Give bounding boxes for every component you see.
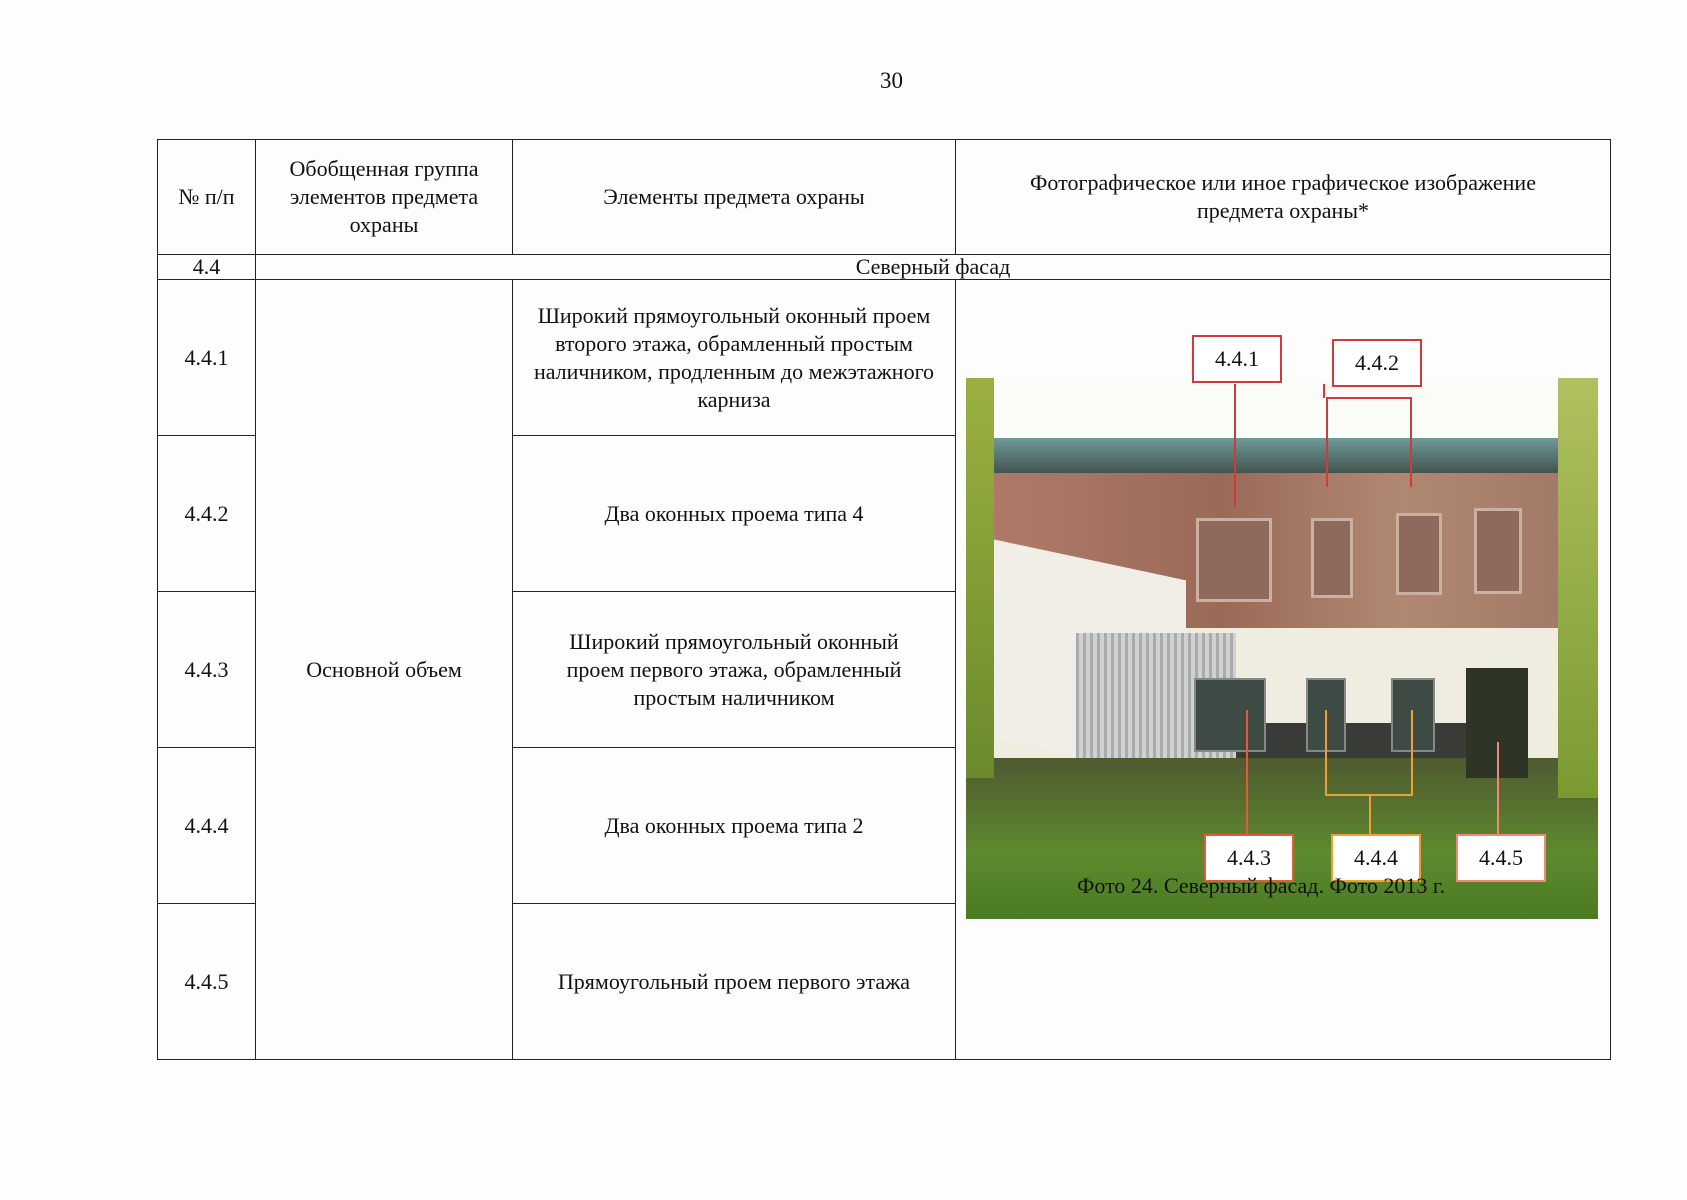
row-element: Широкий прямоугольный оконный проем второго этажа, обрамленный простым наличником, продленным до межэтажного карниза (513, 280, 956, 436)
photo-label-4-4-4: 4.4.4 (1331, 834, 1421, 882)
tree-left (966, 378, 994, 778)
photo-label-4-4-3: 4.4.3 (1204, 834, 1294, 882)
photo-caption: Фото 24. Северный фасад. Фото 2013 г. (1077, 873, 1445, 898)
callout-line (1323, 384, 1325, 398)
row-num: 4.4.5 (158, 904, 256, 1060)
window (1396, 513, 1442, 595)
page-number: 30 (880, 68, 903, 93)
tree-right (1558, 378, 1598, 798)
callout-line (1326, 397, 1328, 487)
row-num: 4.4.2 (158, 436, 256, 592)
window (1391, 678, 1435, 752)
row-num: 4.4.4 (158, 748, 256, 904)
callout-line (1326, 397, 1410, 399)
header-row (158, 140, 1611, 255)
callout-line (1234, 384, 1236, 507)
row-num: 4.4.3 (158, 592, 256, 748)
header-image: Фотографическое или иное графическое изображение предмета охраны* (956, 140, 1611, 255)
window (1196, 518, 1272, 602)
roof (976, 438, 1586, 478)
callout-line (1246, 710, 1248, 835)
row-element: Два оконных проема типа 4 (513, 436, 956, 592)
section-row (158, 255, 1611, 280)
window (1311, 518, 1353, 598)
callout-line (1325, 710, 1327, 795)
photo-label-4-4-5: 4.4.5 (1456, 834, 1546, 882)
section-title: Северный фасад (256, 255, 1611, 280)
window (1194, 678, 1266, 752)
window (1474, 508, 1522, 594)
header-group: Обобщенная группа элементов предмета охраны (256, 140, 513, 255)
photo-label-4-4-1: 4.4.1 (1192, 335, 1282, 383)
row-num: 4.4.1 (158, 280, 256, 436)
row-element: Широкий прямоугольный оконный проем первого этажа, обрамленный простым наличником (513, 592, 956, 748)
photo-label-4-4-2: 4.4.2 (1332, 339, 1422, 387)
section-num: 4.4 (158, 255, 256, 280)
header-elements: Элементы предмета охраны (513, 140, 956, 255)
callout-line (1410, 397, 1412, 487)
callout-line (1497, 742, 1499, 835)
header-num: № п/п (158, 140, 256, 255)
row-element: Прямоугольный проем первого этажа (513, 904, 956, 1060)
callout-line (1411, 710, 1413, 795)
group-cell: Основной объем (256, 280, 513, 1060)
row-element: Два оконных проема типа 2 (513, 748, 956, 904)
callout-line (1369, 794, 1371, 834)
